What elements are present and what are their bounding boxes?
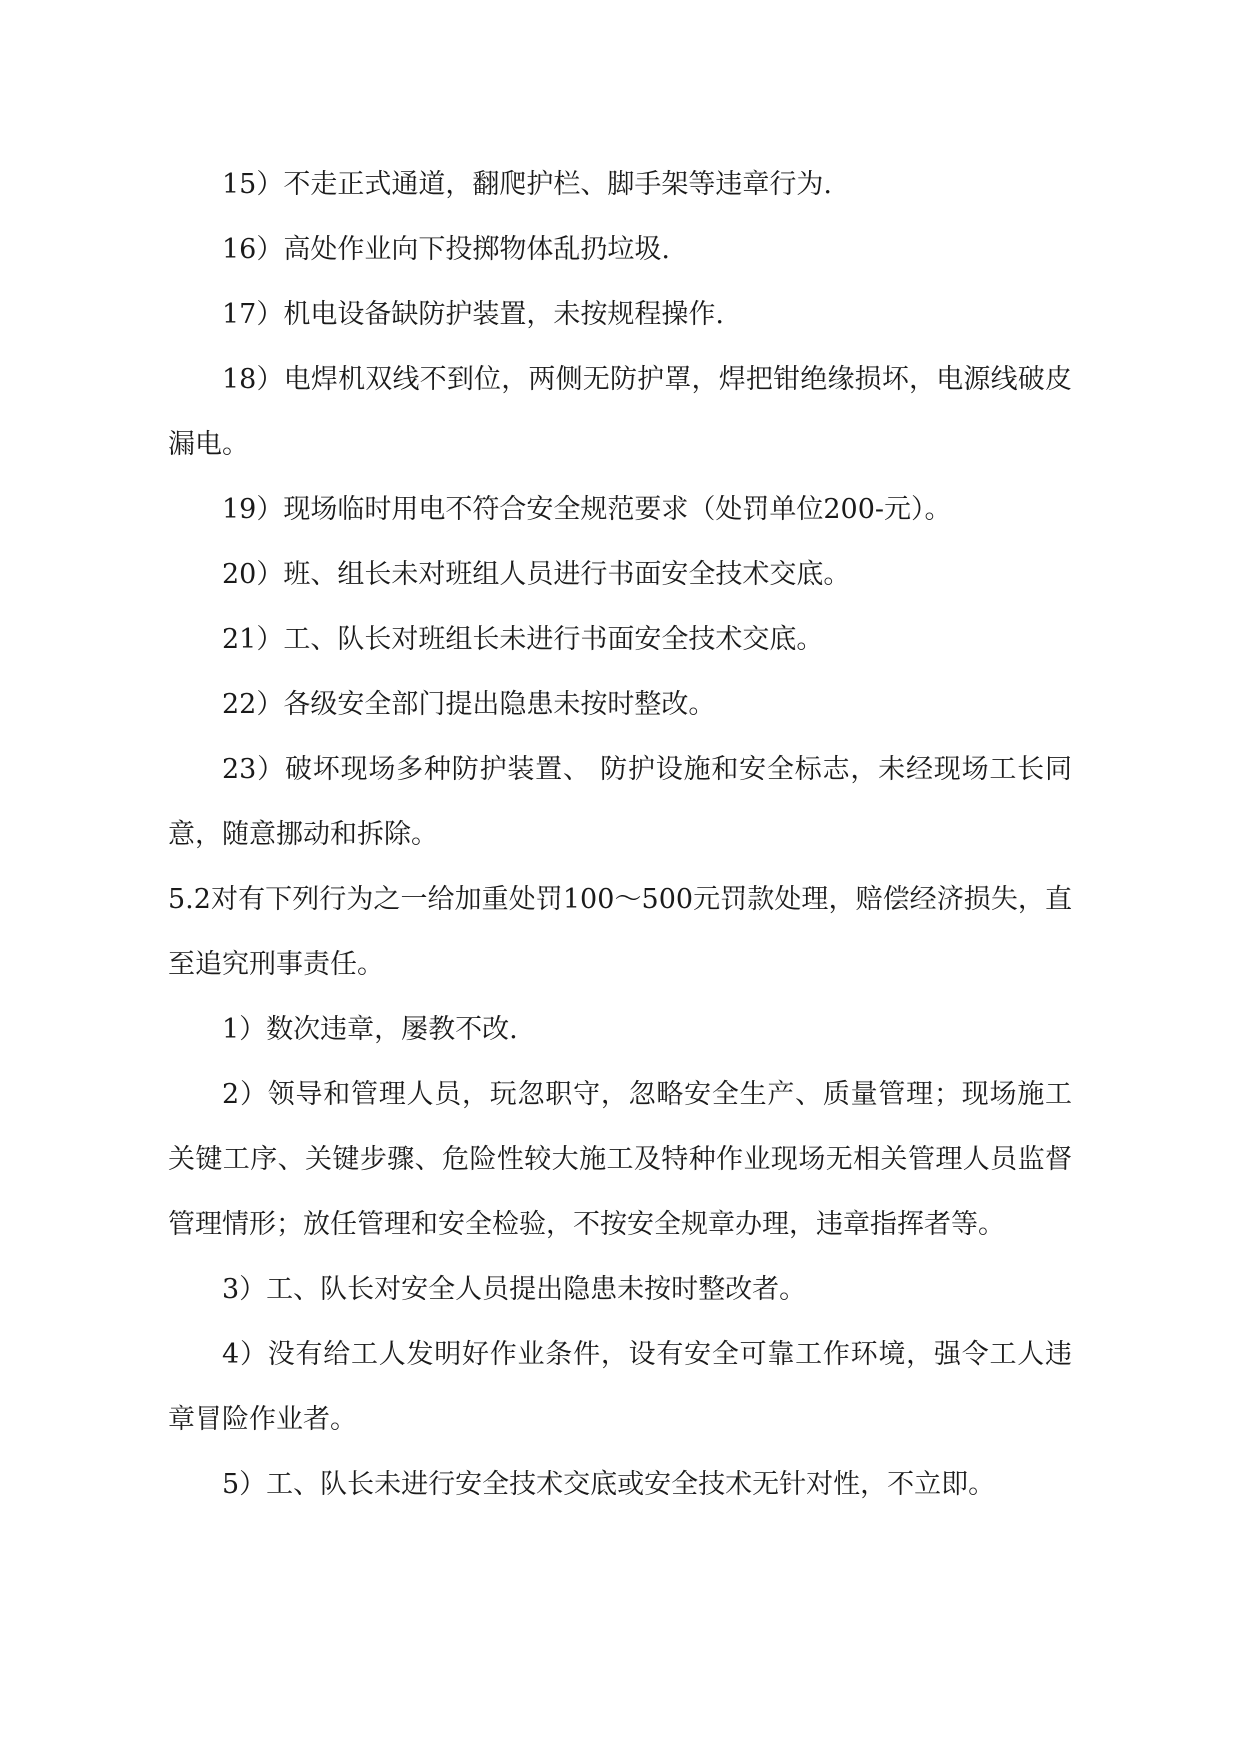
rule-item-20: 20）班、组长未对班组人员进行书面安全技术交底。 <box>222 559 851 590</box>
penalty-item-4: 4）没有给工人发明好作业条件，设有安全可靠工作环境，强令工人违章冒险作业者。 <box>168 1339 1072 1435</box>
rule-item-18: 18）电焊机双线不到位，两侧无防护罩，焊把钳绝缘损坏，电源线破皮漏电。 <box>168 364 1072 460</box>
rule-item-19: 19）现场临时用电不符合安全规范要求（处罚单位200-元）。 <box>222 494 952 525</box>
document-body <box>168 152 1072 1517</box>
rule-item-16: 16）高处作业向下投掷物体乱扔垃圾. <box>222 234 670 265</box>
rule-item-21: 21）工、队长对班组长未进行书面安全技术交底。 <box>222 624 824 655</box>
penalty-item-3: 3）工、队长对安全人员提出隐患未按时整改者。 <box>222 1274 807 1305</box>
rule-item-15: 15）不走正式通道，翻爬护栏、脚手架等违章行为. <box>222 169 832 200</box>
rule-item-23: 23）破坏现场多种防护装置、 防护设施和安全标志，未经现场工长同意，随意挪动和拆除。 <box>168 754 1072 850</box>
section-heading-5-2: 5.2对有下列行为之一给加重处罚100～500元罚款处理，赔偿经济损失，直至追究刑事责任。 <box>168 884 1072 980</box>
penalty-item-5: 5）工、队长未进行安全技术交底或安全技术无针对性，不立即。 <box>222 1469 996 1500</box>
penalty-item-2: 2）领导和管理人员，玩忽职守，忽略安全生产、质量管理；现场施工关键工序、关键步骤、危险性较大施工及特种作业现场无相关管理人员监督管理情形；放任管理和安全检验，不按安全规章办理，违章指挥者等。 <box>168 1079 1072 1240</box>
rule-item-17: 17）机电设备缺防护装置，未按规程操作. <box>222 299 724 330</box>
penalty-item-1: 1）数次违章，屡教不改. <box>222 1014 518 1045</box>
rule-item-22: 22）各级安全部门提出隐患未按时整改。 <box>222 689 716 720</box>
